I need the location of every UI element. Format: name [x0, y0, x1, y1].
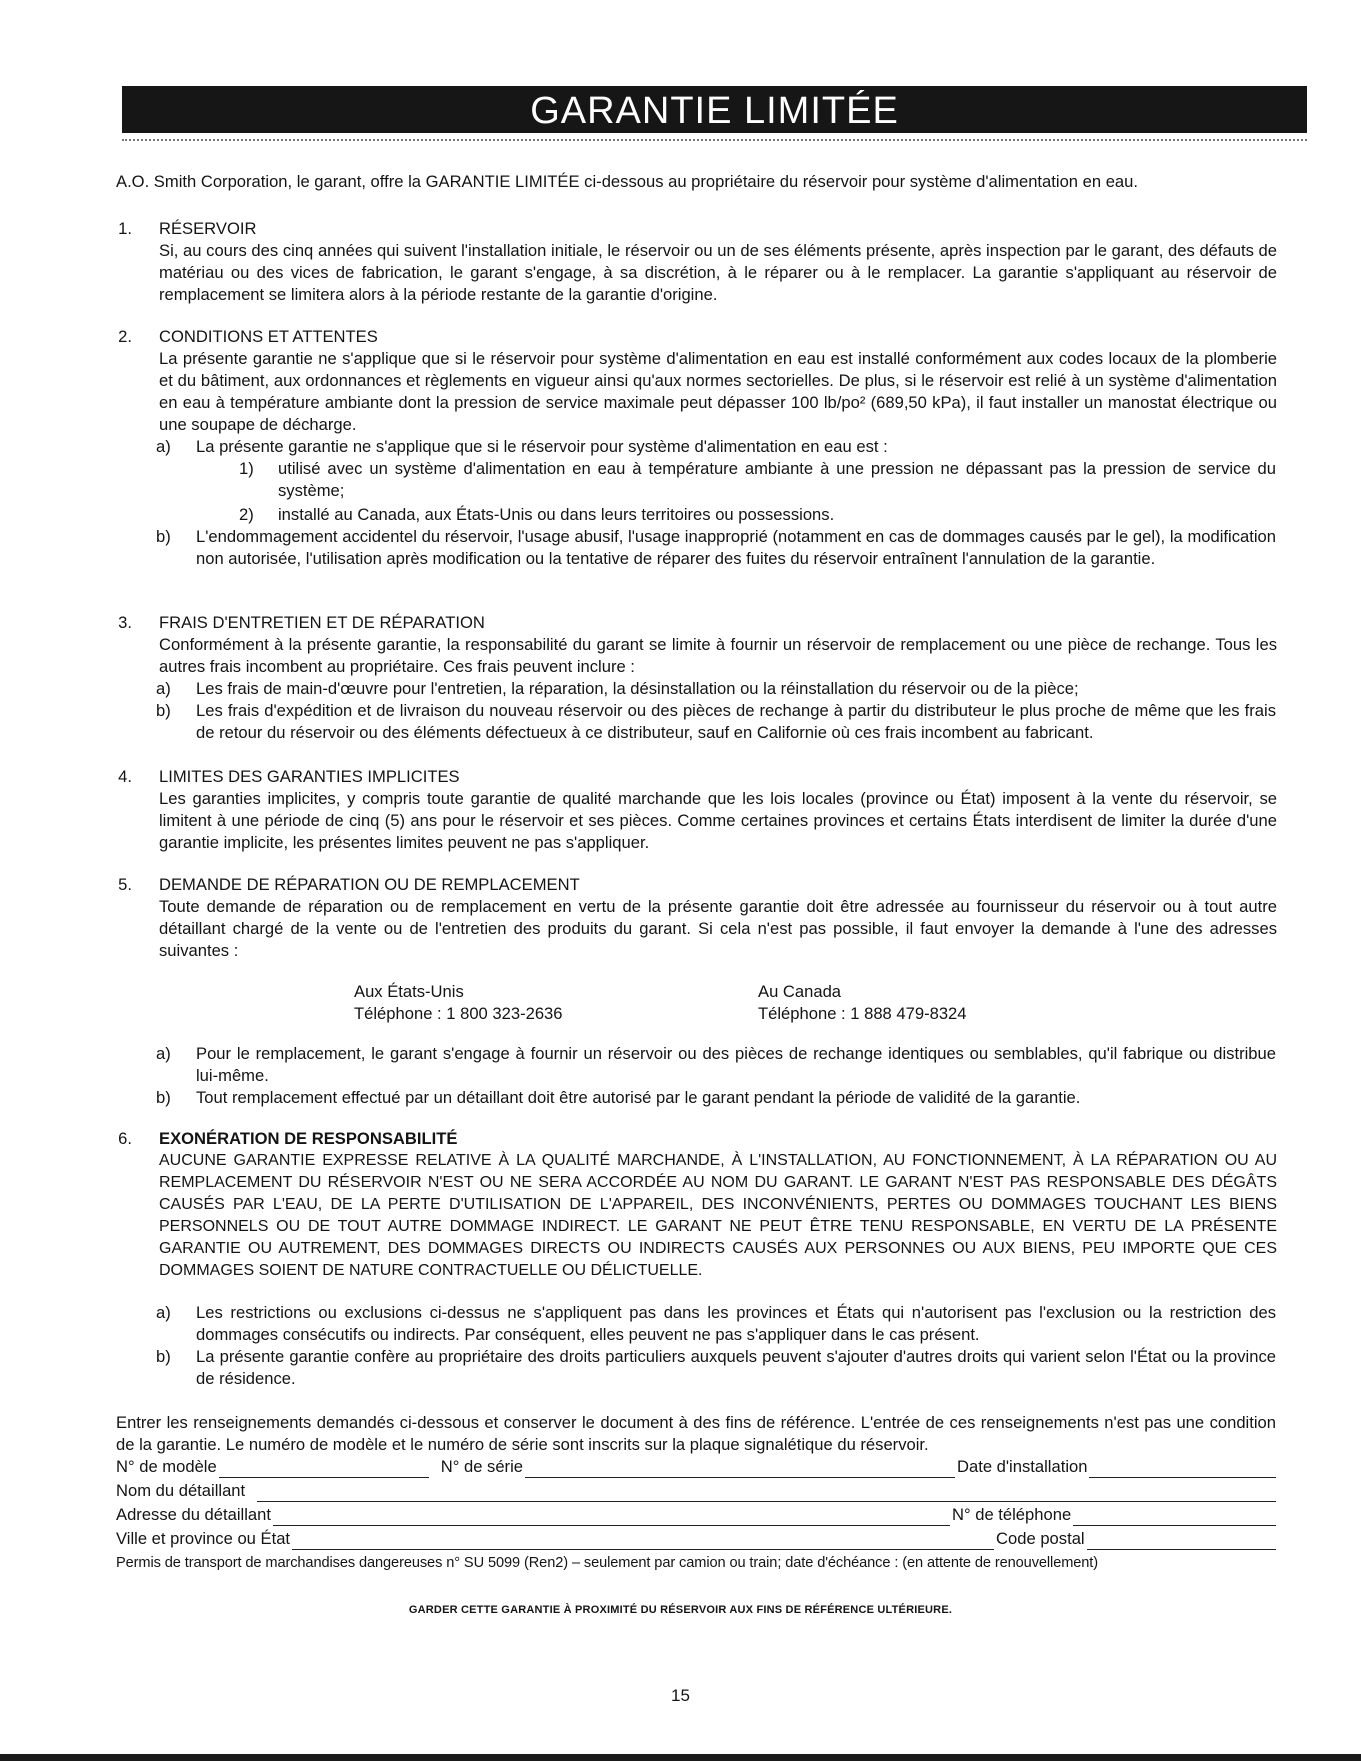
- section-body: Conformément à la présente garantie, la responsabilité du garant se limite à fournir un réservoir de remplacement ou une pièce de rechange. Tous les autres frais incombent au propriétaire. Ces frais peuvent inclure :: [159, 635, 1277, 676]
- install-date-label: Date d'installation: [957, 1457, 1088, 1476]
- dealer-address-label: Adresse du détaillant: [116, 1505, 271, 1524]
- item-text: Les frais de main-d'œuvre pour l'entretien, la réparation, la désinstallation ou la réinstallation du réservoir ou de la pièce;: [196, 679, 1079, 698]
- form-row-dealer-name: [116, 1480, 1276, 1502]
- section-body: Toute demande de réparation ou de remplacement en vertu de la présente garantie doit être adressée au fournisseur du réservoir ou à tout autre détaillant chargé de la vente ou de l'entretien des produits du garant. Si cela n'est pas possible, il faut envoyer la demande à l'une des adresses suivantes :: [159, 897, 1277, 960]
- section-body: Si, au cours des cinq années qui suivent l'installation initiale, le réservoir ou un de ses éléments présente, après inspection par le garant, des défauts de matériau ou des vices de fabrication, le garant s'engage, à sa discrétion, à le réparer ou à le remplacer. La garantie s'appliquant au réservoir de remplacement se limitera alors à la période restante de la garantie d'origine.: [159, 241, 1277, 304]
- section-title: RÉSERVOIR: [159, 219, 257, 238]
- section-number: 1.: [118, 219, 132, 238]
- section-body: Les garanties implicites, y compris toute garantie de qualité marchande que les lois locales (province ou État) imposent à la vente du réservoir, se limitent à une période de cinq (5) ans pour le réservoir et ses pièces. Comme certaines provinces et certains États interdisent de limiter la durée d'une garantie implicite, les présentes limites peuvent ne pas s'appliquer.: [159, 789, 1277, 852]
- section-number: 4.: [118, 767, 132, 786]
- dealer-address-field[interactable]: [273, 1508, 950, 1526]
- city-field[interactable]: [292, 1532, 994, 1550]
- section-title: LIMITES DES GARANTIES IMPLICITES: [159, 767, 460, 786]
- form-row-city: [116, 1528, 1276, 1550]
- item-number: 1): [239, 459, 254, 478]
- item-text: utilisé avec un système d'alimentation en eau à température ambiante à une pression ne dépassant pas la pression de service du système;: [278, 459, 1276, 500]
- section-number: 2.: [118, 327, 132, 346]
- permit-notice: Permis de transport de marchandises dangereuses n° SU 5099 (Ren2) – seulement par camion ou train; date d'échéance : (en attente de renouvellement): [116, 1555, 1099, 1571]
- canada-label: Au Canada: [758, 982, 842, 1001]
- item-letter: a): [156, 1303, 171, 1322]
- keep-warranty-notice: GARDER CETTE GARANTIE À PROXIMITÉ DU RÉSERVOIR AUX FINS DE RÉFÉRENCE ULTÉRIEURE.: [408, 1604, 953, 1616]
- section-number: 6.: [118, 1129, 132, 1148]
- section-title: EXONÉRATION DE RESPONSABILITÉ: [159, 1129, 458, 1148]
- phone-field[interactable]: [1073, 1508, 1276, 1526]
- banner-divider: [122, 139, 1307, 141]
- us-contact: [354, 981, 563, 1025]
- item-text: installé au Canada, aux États-Unis ou dans leurs territoires ou possessions.: [278, 505, 835, 524]
- item-text: Les restrictions ou exclusions ci-dessus ne s'appliquent pas dans les provinces et États qui n'autorisent pas l'exclusion ou la restriction des dommages consécutifs ou indirects. Par conséquent, elles peuvent ne pas s'appliquer dans le cas présent.: [196, 1303, 1276, 1344]
- form-row-model: [116, 1456, 1276, 1478]
- item-text: La présente garantie confère au propriétaire des droits particuliers auxquels peuvent s'ajouter d'autres droits qui varient selon l'État ou la province de résidence.: [196, 1347, 1276, 1388]
- item-text: Les frais d'expédition et de livraison du nouveau réservoir ou des pièces de rechange à partir du distributeur le plus proche de même que les frais de retour du réservoir ou des éléments défectueux à ce distributeur, sauf en Californie où ces frais incombent au fabricant.: [196, 701, 1276, 742]
- item-text: L'endommagement accidentel du réservoir, l'usage abusif, l'usage inapproprié (notamment en cas de dommages causés par le gel), la modification non autorisée, l'utilisation après modification ou la tentative de réparer des fuites du réservoir entraînent l'annulation de la garantie.: [196, 527, 1276, 568]
- canada-phone: Téléphone : 1 888 479-8324: [758, 1004, 967, 1023]
- model-field[interactable]: [219, 1460, 429, 1478]
- form-note: Entrer les renseignements demandés ci-dessous et conserver le document à des fins de référence. L'entrée de ces renseignements n'est pas une condition de la garantie. Le numéro de modèle et le numéro de série sont inscrits sur la plaque signalétique du réservoir.: [116, 1413, 1276, 1454]
- install-date-field[interactable]: [1089, 1460, 1276, 1478]
- us-phone: Téléphone : 1 800 323-2636: [354, 1004, 563, 1023]
- item-text: Tout remplacement effectué par un détaillant doit être autorisé par le garant pendant la période de validité de la garantie.: [196, 1088, 1081, 1107]
- dealer-name-label: Nom du détaillant: [116, 1481, 246, 1500]
- item-letter: a): [156, 679, 171, 698]
- item-letter: b): [156, 701, 171, 720]
- section-title: DEMANDE DE RÉPARATION OU DE REMPLACEMENT: [159, 875, 580, 894]
- intro-paragraph: A.O. Smith Corporation, le garant, offre la GARANTIE LIMITÉE ci-dessous au propriétaire du réservoir pour système d'alimentation en eau.: [116, 172, 1138, 191]
- canada-contact: [758, 981, 967, 1025]
- scan-edge: [0, 1754, 1361, 1761]
- postal-field[interactable]: [1087, 1532, 1276, 1550]
- section-title: FRAIS D'ENTRETIEN ET DE RÉPARATION: [159, 613, 485, 632]
- form-row-dealer-address: [116, 1504, 1276, 1526]
- item-text: La présente garantie ne s'applique que si le réservoir pour système d'alimentation en eau est :: [196, 437, 888, 456]
- item-letter: b): [156, 527, 171, 546]
- city-label: Ville et province ou État: [116, 1529, 291, 1548]
- title-banner: [122, 86, 1307, 133]
- item-letter: b): [156, 1088, 171, 1107]
- page-title: GARANTIE LIMITÉE: [530, 90, 899, 132]
- serial-field[interactable]: [525, 1460, 955, 1478]
- section-number: 3.: [118, 613, 132, 632]
- postal-label: Code postal: [996, 1529, 1085, 1548]
- section-number: 5.: [118, 875, 132, 894]
- section-body: AUCUNE GARANTIE EXPRESSE RELATIVE À LA QUALITÉ MARCHANDE, À L'INSTALLATION, AU FONCTIONNEMENT, À LA RÉPARATION OU AU REMPLACEMENT DU RÉSERVOIR N'EST OU NE SERA ACCORDÉE AU NOM DU GARANT. LE GARANT N'EST PAS RESPONSABLE DES DÉGÂTS CAUSÉS PAR L'EAU, DE LA PERTE D'UTILISATION DE L'APPAREIL, DES INCONVÉNIENTS, PERTES OU DOMMAGES TOUCHANT LES BIENS PERSONNELS OU DE TOUT AUTRE DOMMAGE INDIRECT. LE GARANT NE PEUT ÊTRE TENU RESPONSABLE, EN VERTU DE LA PRÉSENTE GARANTIE OU AUTREMENT, DES DOMMAGES DIRECTS OU INDIRECTS CAUSÉS AUX PERSONNES OU AUX BIENS, PEU IMPORTE QUE CES DOMMAGES SOIENT DE NATURE CONTRACTUELLE OU DÉLICTUELLE.: [159, 1152, 1277, 1279]
- page-number: 15: [671, 1686, 690, 1705]
- section-body: La présente garantie ne s'applique que si le réservoir pour système d'alimentation en eau est installé conformément aux codes locaux de la plomberie et du bâtiment, aux ordonnances et règlements en vigueur ainsi qu'aux normes sectorielles. De plus, si le réservoir est relié à un système d'alimentation en eau à température ambiante dont la pression de service maximale peut dépasser 100 lb/po² (689,50 kPa), il faut installer un manostat électrique ou une soupape de décharge.: [159, 349, 1277, 434]
- item-letter: a): [156, 437, 171, 456]
- item-letter: a): [156, 1044, 171, 1063]
- section-title: CONDITIONS ET ATTENTES: [159, 327, 378, 346]
- item-letter: b): [156, 1347, 171, 1366]
- phone-label: N° de téléphone: [951, 1505, 1072, 1524]
- model-label: N° de modèle: [116, 1457, 217, 1476]
- item-text: Pour le remplacement, le garant s'engage à fournir un réservoir ou des pièces de rechange identiques ou semblables, qu'il fabrique ou distribue lui-même.: [196, 1044, 1276, 1085]
- us-label: Aux États-Unis: [354, 982, 464, 1001]
- dealer-name-field[interactable]: [257, 1484, 1276, 1502]
- item-number: 2): [239, 505, 254, 524]
- serial-label: N° de série: [440, 1457, 523, 1476]
